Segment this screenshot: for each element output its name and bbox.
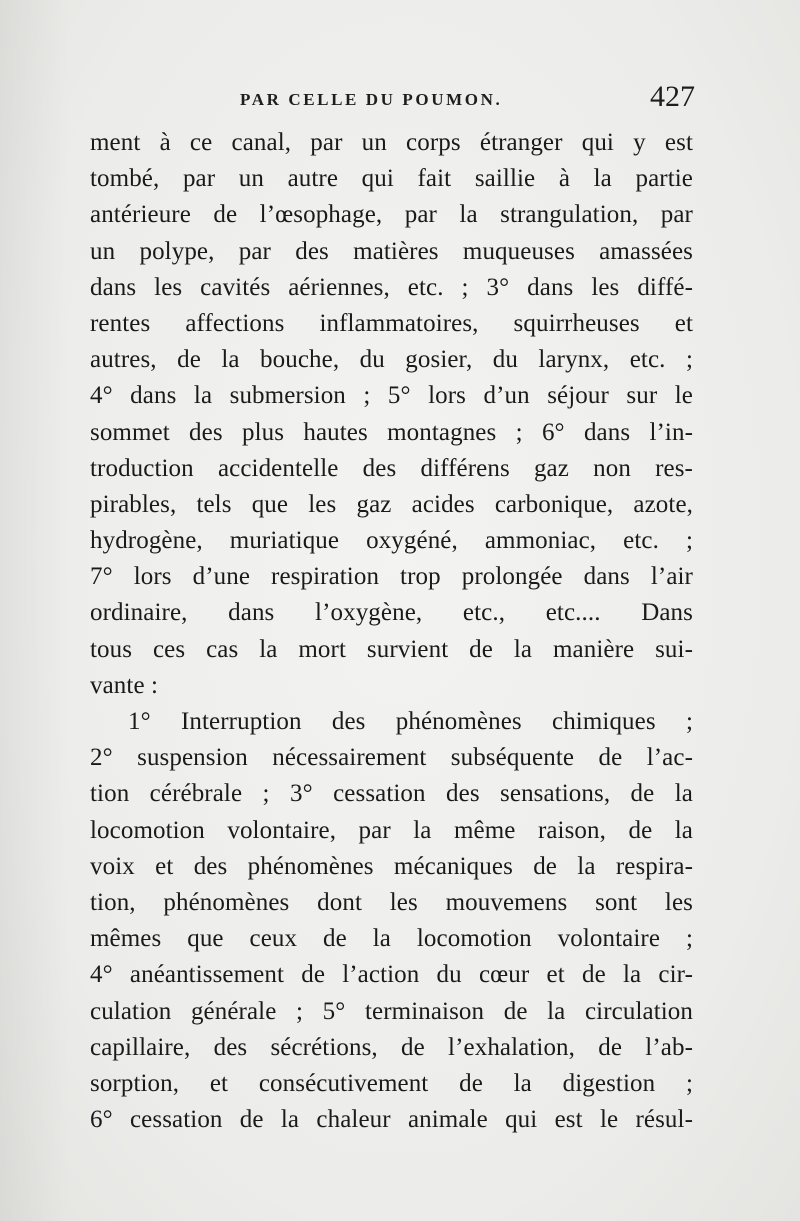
- text-line: 4° anéantissement de l’action du cœur et de la cir-: [90, 961, 693, 989]
- text-line: 1° Interruption des phénomènes chimiques ;: [128, 708, 693, 735]
- text-line: hydrogène, muriatique oxygéné, ammoniac, etc. ;: [90, 527, 693, 555]
- text-line: vante :: [90, 671, 159, 699]
- text-line: rentes affections inflammatoires, squirrheuses et: [90, 309, 693, 337]
- text-line: capillaire, des sécrétions, de l’exhalation, de l’ab-: [90, 1033, 693, 1061]
- text-line: ment à ce canal, par un corps étranger qui y est: [90, 129, 693, 156]
- text-line: troduction accidentelle des différens gaz non res-: [90, 454, 693, 482]
- text-line: 4° dans la submersion ; 5° lors d’un séjour sur le: [90, 382, 693, 410]
- text-line: mêmes que ceux de la locomotion volontaire ;: [90, 925, 693, 953]
- text-line: sommet des plus hautes montagnes ; 6° dans l’in-: [90, 418, 693, 446]
- text-line: sorption, et consécutivement de la digestion ;: [90, 1069, 693, 1097]
- text-line: 7° lors d’une respiration trop prolongée dans l’air: [90, 563, 693, 591]
- text-line: tombé, par un autre qui fait saillie à la partie: [90, 165, 693, 193]
- text-line: tion cérébrale ; 3° cessation des sensations, de la: [90, 780, 693, 808]
- body-text: [90, 125, 693, 1138]
- running-title: PAR CELLE DU POUMON.: [240, 90, 503, 109]
- text-line: ordinaire, dans l’oxygène, etc., etc.... Dans: [90, 599, 693, 627]
- text-line: antérieure de l’œsophage, par la strangulation, par: [90, 201, 693, 229]
- text-line: culation générale ; 5° terminaison de la circulation: [90, 997, 693, 1025]
- text-line: dans les cavités aériennes, etc. ; 3° dans les diffé-: [90, 273, 693, 301]
- text-line: voix et des phénomènes mécaniques de la respira-: [90, 852, 693, 880]
- text-line: 6° cessation de la chaleur animale qui est le résul-: [90, 1106, 693, 1134]
- gutter-shadow: [0, 0, 70, 1221]
- text-line: pirables, tels que les gaz acides carbonique, azote,: [90, 490, 693, 518]
- text-line: autres, de la bouche, du gosier, du larynx, etc. ;: [90, 346, 693, 374]
- text-line: 2° suspension nécessairement subséquente de l’ac-: [90, 744, 693, 772]
- text-line: locomotion volontaire, par la même raison, de la: [90, 816, 693, 844]
- text-line: un polype, par des matières muqueuses amassées: [90, 237, 693, 265]
- page-number: 427: [650, 80, 695, 113]
- text-line: tion, phénomènes dont les mouvemens sont les: [90, 888, 693, 916]
- running-head: [90, 80, 695, 120]
- text-line: tous ces cas la mort survient de la manière sui-: [90, 635, 693, 663]
